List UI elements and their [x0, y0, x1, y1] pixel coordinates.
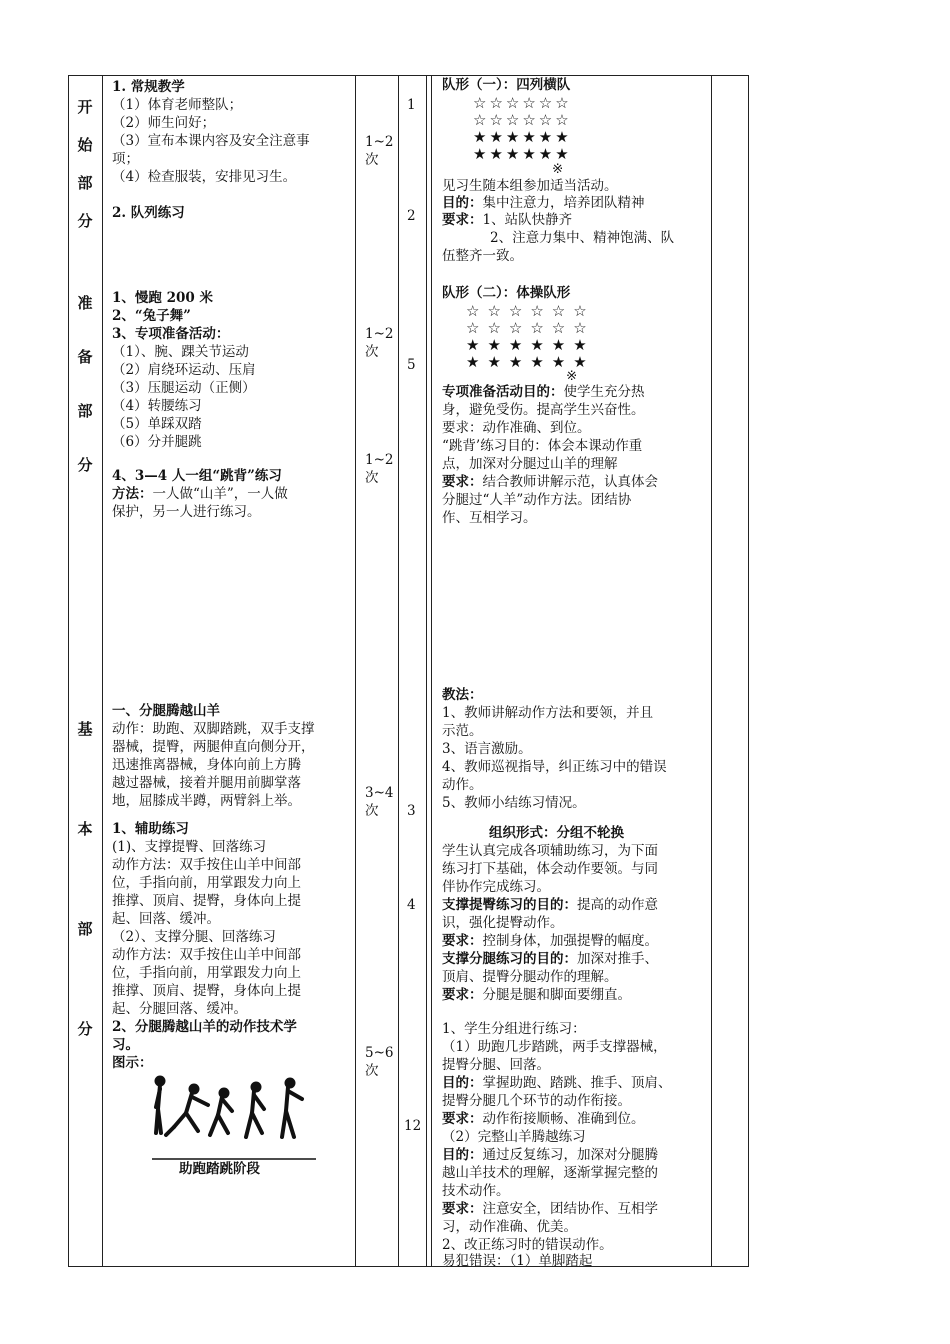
teaching-method: 3、语言激励。 [442, 741, 532, 757]
col-border [711, 75, 712, 1267]
formation-1-goal [442, 195, 645, 213]
requirement-text: 分腿是腿和脚面要绷直。 [482, 987, 631, 1003]
warmup-goal: 身，避免受伤。提高学生兴奋性。 [442, 402, 645, 418]
requirement-text: 结合教师讲解示范，认真体会 [482, 474, 658, 490]
warmup-goal [442, 384, 645, 402]
section-char: 分 [77, 212, 93, 230]
section-main-label [68, 718, 102, 1118]
leapfrog-requirement [442, 474, 658, 492]
leapfrog-goal: “跳背’练习目的：体会本课动作重 [442, 438, 643, 454]
drill-title: 2. 队列练习 [112, 205, 185, 221]
leapfrog-requirement: 作、互相学习。 [442, 510, 537, 526]
goal-text: 使学生充分热 [563, 384, 645, 400]
section-char: 准 [77, 294, 93, 312]
aux-practice-desc: 推撑、顶肩、提臀，身体向上提 [112, 893, 301, 909]
aux-practice-desc: 位，手指向前，用掌跟发力向上 [112, 875, 301, 891]
goal-label: 目的： [442, 1075, 483, 1091]
teaching-method: 4、教师巡视指导，纠正练习中的错误 [442, 759, 667, 775]
goal-text: 加深对推手、 [577, 951, 658, 967]
formation-1-note: 见习生随本组参加适当活动。 [442, 178, 618, 194]
formation-1-requirement: 伍整齐一致。 [442, 248, 523, 264]
main-topic-desc: 动作：助跑、双脚踏跳，双手支撑 [112, 721, 315, 737]
warmup-sub-item: （5）单踩双踏 [112, 416, 202, 432]
requirement-label: 要求： [442, 1111, 483, 1127]
routine-item: （3）宣布本课内容及安全注意事 [112, 133, 310, 149]
group-practice-goal: 提臀分腿几个环节的动作衔接。 [442, 1093, 631, 1109]
reps-unit: 次 [365, 344, 379, 360]
aux-practice-desc: 动作方法：双手按住山羊中间部 [112, 857, 301, 873]
leapfrog-method: 保护，另一人进行练习。 [112, 504, 261, 520]
warmup-item: 1、慢跑 200 米 [112, 290, 213, 306]
col-border [355, 75, 356, 1267]
main-topic-desc: 越过器械，接着并腿用前脚掌落 [112, 775, 301, 791]
reps-unit: 次 [365, 152, 379, 168]
reps-unit: 次 [365, 1063, 379, 1079]
full-vault-goal: 越山羊技术的理解，逐渐掌握完整的 [442, 1165, 658, 1181]
section-char: 始 [77, 136, 93, 154]
group-practice-goal [442, 1075, 672, 1093]
method-text: 一人做“山羊”，一人做 [152, 486, 288, 502]
routine-item: （2）师生问好； [112, 115, 216, 131]
table-top-border [68, 75, 749, 76]
group-practice: 1、学生分组进行练习： [442, 1021, 586, 1037]
goal-label: 支撑分腿练习的目的： [442, 951, 577, 967]
full-vault-requirement: 习，动作准确、优美。 [442, 1219, 577, 1235]
error-correction: 2、改正练习时的错误动作。 [442, 1237, 613, 1253]
leapfrog-goal: 点，加深对分腿过山羊的理解 [442, 456, 618, 472]
time-minutes: 2 [407, 208, 416, 224]
reps: 1~2 [365, 326, 394, 342]
main-topic-desc: 地，屈膝成半蹲，两臂斜上举。 [112, 793, 301, 809]
requirement-label: 要求： [442, 987, 483, 1003]
formation-1-requirement: 2、注意力集中、精神饱满、队 [490, 230, 675, 246]
teacher-mark: ※ [566, 368, 578, 384]
organization-title: 组织形式：分组不轮换 [489, 825, 624, 841]
section-char: 部 [77, 402, 93, 420]
teaching-method: 1、教师讲解动作方法和要领，并且 [442, 705, 654, 721]
technique-title: 2、分腿腾越山羊的动作技术学 [112, 1019, 297, 1035]
aux-practice-desc: 起、分腿回落、缓冲。 [112, 1001, 247, 1017]
goal-label: 专项准备活动目的： [442, 384, 564, 400]
section-char: 开 [77, 98, 93, 116]
teaching-method-label: 教法： [442, 687, 483, 703]
aux-practice-desc: (1)、支撑提臀、回落练习 [112, 839, 267, 855]
warmup-sub-item: （2）肩绕环运动、压肩 [112, 362, 256, 378]
goal-label: 目的： [442, 195, 483, 211]
time-minutes: 1 [407, 97, 416, 113]
leg-split-requirement [442, 987, 631, 1005]
organization-desc: 练习打下基础，体会动作要领。与同 [442, 861, 658, 877]
full-vault-goal: 技术动作。 [442, 1183, 510, 1199]
warmup-item: 3、专项准备活动： [112, 326, 230, 342]
figure-label: 图示： [112, 1055, 153, 1071]
warmup-sub-item: （1）、腕、踝关节运动 [112, 344, 249, 360]
formation-row: ★★★★★★ [466, 353, 595, 371]
goal-text: 通过反复练习，加深对分腿腾 [482, 1147, 658, 1163]
technique-title: 习。 [112, 1037, 139, 1053]
common-errors: 易犯错误：（1）单脚踏起 [442, 1253, 593, 1269]
leg-split-goal: 顶肩、提臀分腿动作的理解。 [442, 969, 618, 985]
formation-row: ☆☆☆☆☆☆ [473, 111, 572, 129]
col-border [398, 75, 399, 1267]
warmup-item: 2、“兔子舞” [112, 308, 191, 324]
teacher-mark: ※ [552, 161, 564, 177]
requirement-text: 注意安全，团结协作、互相学 [482, 1201, 658, 1217]
formation-1-requirement [442, 212, 572, 230]
leapfrog-title: 4、3—4 人一组“跳背”练习 [112, 468, 282, 484]
teaching-method: 5、教师小结练习情况。 [442, 795, 586, 811]
routine-item: （1）体育老师整队； [112, 97, 243, 113]
col-border [431, 75, 432, 1267]
goal-text: 掌握助跑、踏跳、推手、顶肩、 [482, 1075, 672, 1091]
requirement-label: 要求： [442, 933, 483, 949]
requirement-text: 动作衔接顺畅、准确到位。 [482, 1111, 645, 1127]
time-minutes: 3 [407, 803, 416, 819]
aux-practice-desc: 动作方法：双手按住山羊中间部 [112, 947, 301, 963]
goal-text: 集中注意力，培养团队精神 [482, 195, 645, 211]
full-vault-goal [442, 1147, 658, 1165]
col-border [426, 75, 427, 1267]
warmup-sub-item: （6）分并腿跳 [112, 434, 202, 450]
main-topic-desc: 器械，提臀，两腿伸直向侧分开， [112, 739, 315, 755]
hip-lift-goal [442, 897, 658, 915]
time-minutes: 4 [407, 897, 416, 913]
formation-row: ☆☆☆☆☆☆ [473, 94, 572, 112]
full-vault-practice: （2）完整山羊腾越练习 [442, 1129, 586, 1145]
main-topic-desc: 迅速推离器械，身体向前上方腾 [112, 757, 301, 773]
formation-2-title: 队形（二）：体操队形 [442, 285, 571, 301]
goal-text: 提高的动作意 [577, 897, 658, 913]
section-char: 分 [77, 1020, 93, 1038]
aux-practice-desc: 推撑、顶肩、提臀，身体向上提 [112, 983, 301, 999]
routine-title: 1. 常规教学 [112, 79, 185, 95]
requirement-text: 控制身体，加强提臀的幅度。 [482, 933, 658, 949]
reps: 1~2 [365, 134, 394, 150]
goal-label: 目的： [442, 1147, 483, 1163]
reps: 1~2 [365, 452, 394, 468]
group-practice-requirement [442, 1111, 645, 1129]
col-border [748, 75, 749, 1267]
organization-desc: 伴协作完成练习。 [442, 879, 550, 895]
col-border [102, 75, 103, 1267]
warmup-requirement: 要求：动作准确、到位。 [442, 420, 591, 436]
time-minutes: 12 [404, 1118, 422, 1134]
requirement-label: 要求： [442, 1201, 483, 1217]
table-bottom-border [68, 1266, 749, 1267]
reps-unit: 次 [365, 803, 379, 819]
leapfrog-method [112, 486, 288, 504]
hip-lift-goal: 识，强化提臀动作。 [442, 915, 564, 931]
section-prep-label [68, 292, 102, 508]
aux-practice-title: 1、辅助练习 [112, 821, 189, 837]
teaching-method: 示范。 [442, 723, 483, 739]
section-char: 基 [77, 720, 93, 738]
requirement-label: 要求： [442, 212, 483, 228]
aux-practice-desc: 起、回落、缓冲。 [112, 911, 220, 927]
formation-row: ★★★★★★ [473, 128, 572, 146]
reps: 3~4 [365, 785, 394, 801]
section-char: 部 [77, 920, 93, 938]
requirement-text: 1、站队快静齐 [482, 212, 573, 228]
reps-unit: 次 [365, 470, 379, 486]
goal-label: 支撑提臀练习的目的： [442, 897, 577, 913]
hip-lift-requirement [442, 933, 658, 951]
method-label: 方法： [112, 486, 153, 502]
leapfrog-requirement: 分腿过“人羊”动作方法。团结协 [442, 492, 632, 508]
organization-desc: 学生认真完成各项辅助练习，为下面 [442, 843, 658, 859]
section-char: 本 [77, 820, 93, 838]
group-practice: （1）助跑几步踏跳，两手支撑器械， [442, 1039, 667, 1055]
aux-practice-desc: 位，手指向前，用掌跟发力向上 [112, 965, 301, 981]
section-char: 部 [77, 174, 93, 192]
figure-caption: 助跑踏跳阶段 [179, 1161, 260, 1177]
teaching-method: 动作。 [442, 777, 483, 793]
main-topic-title: 一、分腿腾越山羊 [112, 703, 220, 719]
section-char: 分 [77, 456, 93, 474]
requirement-label: 要求： [442, 474, 483, 490]
section-char: 备 [77, 348, 93, 366]
full-vault-requirement [442, 1201, 658, 1219]
warmup-sub-item: （4）转腰练习 [112, 398, 202, 414]
formation-row: ★★★★★★ [473, 145, 572, 163]
formation-row: ★★★★★★ [466, 336, 595, 354]
routine-item: 项； [112, 151, 139, 167]
group-practice: 提臀分腿、回落。 [442, 1057, 550, 1073]
reps: 5~6 [365, 1045, 394, 1061]
warmup-sub-item: （3）压腿运动（正侧） [112, 380, 256, 396]
section-start-label [68, 96, 102, 248]
formation-1-title: 队形（一）：四列横队 [442, 77, 571, 93]
routine-item: （4）检查服装，安排见习生。 [112, 169, 297, 185]
formation-row: ☆☆☆☆☆☆ [466, 302, 595, 320]
aux-practice-desc: （2）、支撑分腿、回落练习 [112, 929, 276, 945]
run-up-jump-figure [152, 1075, 316, 1161]
leg-split-goal [442, 951, 658, 969]
time-minutes: 5 [407, 357, 416, 373]
formation-row: ☆☆☆☆☆☆ [466, 319, 595, 337]
